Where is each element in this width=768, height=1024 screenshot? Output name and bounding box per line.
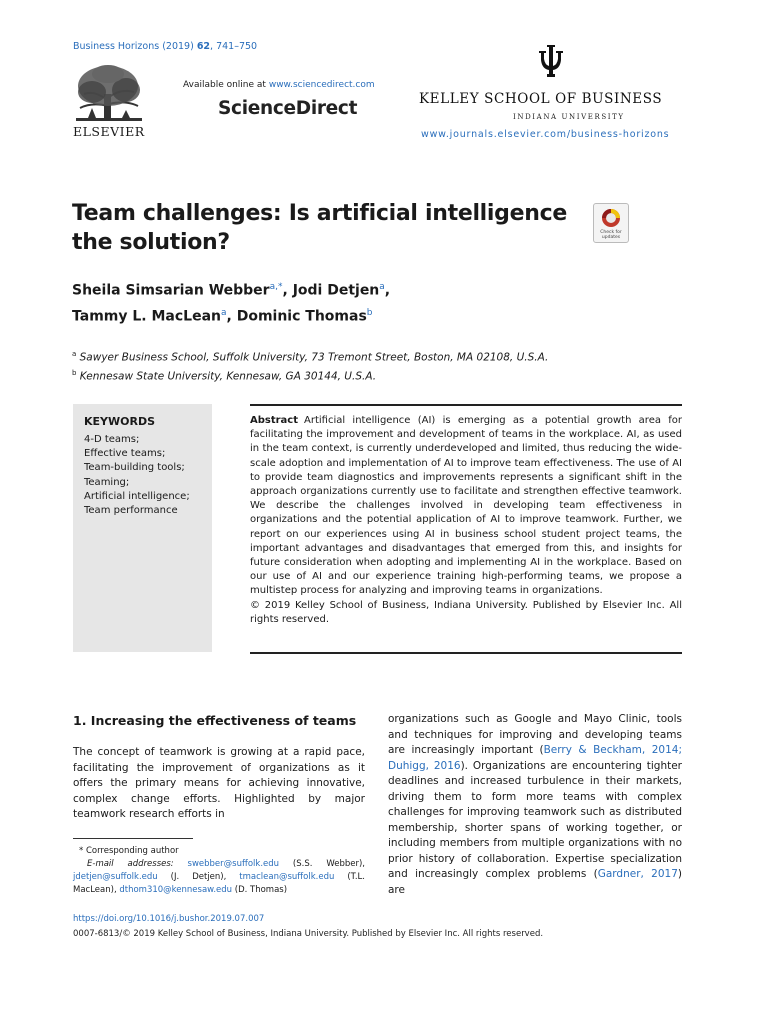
section-heading: 1. Increasing the effectiveness of teams xyxy=(73,713,357,728)
check-for-updates-button[interactable] xyxy=(593,203,629,243)
email-link[interactable]: jdetjen@suffolk.edu xyxy=(73,872,158,882)
author-separator: , xyxy=(282,282,293,299)
article-title xyxy=(72,199,582,257)
kelley-school-name: KELLEY SCHOOL OF BUSINESS xyxy=(419,91,663,107)
abstract-bottom-rule xyxy=(250,652,682,654)
journal-url-link[interactable]: www.journals.elsevier.com/business-horizons xyxy=(421,129,670,140)
keywords-list xyxy=(84,433,206,518)
email-owner: (J. Detjen), xyxy=(157,872,240,882)
title-line-2: the solution? xyxy=(72,230,230,255)
footnote-rule xyxy=(73,838,193,839)
body-column-left: The concept of teamwork is growing at a rapid pace, facilitating the improvement of organizations as it offers the primary means for achieving innovative, complex change efforts. Highlighted by major teamwork research efforts in xyxy=(73,746,365,820)
author-affil-mark[interactable]: b xyxy=(366,307,373,318)
author-name: Jodi Detjen xyxy=(292,282,380,299)
update-badge-icon xyxy=(594,204,628,232)
affiliation-mark: b xyxy=(72,368,77,377)
keyword-item: Team-building tools; xyxy=(84,462,185,474)
abstract-text: Artificial intelligence (AI) is emerging as a potential growth area for facilitating the improvement and development of teams in the workplace. AI, as used in the team context, is currently underdeveloped and limited, thus reducing the wide-scale adoption and implementation of AI to improve team effectiveness. The use of AI to provide team diagnostics and improvements represents a significant shift in the approach organizations currently use to facilitate and strengthen effective teamwork. We describe the challenges involved in developing team effectiveness in organizations and the potential application of AI to improve teamwork. Further, we report on our experiences using AI in business school student project teams, the important advantages and disadvantages that emerged from this, and insights for future consideration when adopting and implementing AI in the workplace. Based on our use of AI and our experience training high-performing teams, we propose a multistep process for analyzing and improving teams in organizations. xyxy=(250,415,682,597)
email-owner: (S.S. Webber), xyxy=(279,859,365,869)
issn-copyright: 0007-6813/© 2019 Kelley School of Business, Indiana University. Published by Elsevier Inc. All rights reserved. xyxy=(73,929,544,939)
affiliations xyxy=(72,347,548,384)
author-separator: , xyxy=(384,282,391,299)
body-text: organizations such as Google and Mayo Clinic, tools and techniques for improving and developing teams are increasingly important ( xyxy=(388,713,682,756)
keyword-item: Artificial intelligence; xyxy=(84,490,190,502)
abstract xyxy=(250,414,682,627)
available-online xyxy=(183,80,375,90)
keyword-item: Effective teams; xyxy=(84,448,166,460)
abstract-copyright: © 2019 Kelley School of Business, Indiana University. Published by Elsevier Inc. All rights reserved. xyxy=(250,599,682,625)
keyword-item: 4-D teams; xyxy=(84,434,140,445)
email-owner: (D. Thomas) xyxy=(232,885,288,895)
journal-volume: 62 xyxy=(196,41,211,52)
elsevier-wordmark: ELSEVIER xyxy=(73,124,145,139)
citation-link[interactable]: Gardner, 2017 xyxy=(597,868,678,880)
keywords-box xyxy=(73,404,212,652)
available-label: Available online at xyxy=(183,80,269,90)
email-label: E-mail addresses: xyxy=(87,859,188,869)
corresponding-author-note: * Corresponding author xyxy=(79,846,179,856)
title-line-1: Team challenges: Is artificial intelligence xyxy=(72,201,567,226)
abstract-label: Abstract xyxy=(250,415,299,426)
sciencedirect-wordmark: ScienceDirect xyxy=(218,98,358,119)
university-name: INDIANA UNIVERSITY xyxy=(513,113,625,121)
email-owner: (T.L. MacLean), xyxy=(73,872,365,895)
email-link[interactable]: dthom310@kennesaw.edu xyxy=(119,885,233,895)
author-affil-mark[interactable]: a xyxy=(379,282,385,292)
author-affil-mark[interactable]: a xyxy=(221,307,227,318)
author-name: Tammy L. MacLean xyxy=(72,308,221,325)
affiliation-mark: a xyxy=(72,350,77,358)
author-name: Dominic Thomas xyxy=(236,308,367,325)
abstract-top-rule xyxy=(250,404,682,406)
journal-name: Business Horizons (2019) xyxy=(73,41,197,52)
journal-pages: , 741–750 xyxy=(210,41,258,52)
body-text: ). Organizations are encountering tighter deadlines and increased turbulence in their markets, driving them to form more teams with complex challenges for improving teamwork such as distributed membership, shorter spans of working together, or including members from multiple organizations with no prior history of collaboration. Expertise specialization and increasingly complex problems ( xyxy=(388,759,682,880)
author-separator: , xyxy=(226,308,237,325)
keyword-item: Teaming; xyxy=(84,476,130,488)
author-affil-mark[interactable]: a,* xyxy=(269,282,283,292)
email-link[interactable]: swebber@suffolk.edu xyxy=(187,859,280,869)
affiliation-text: Kennesaw State University, Kennesaw, GA 30144, U.S.A. xyxy=(79,370,377,382)
body-text: ) are xyxy=(388,868,683,896)
footnotes xyxy=(73,845,365,897)
sciencedirect-link[interactable]: www.sciencedirect.com xyxy=(268,80,375,90)
author-name: Sheila Simsarian Webber xyxy=(72,282,270,299)
keywords-title: KEYWORDS xyxy=(84,415,156,428)
doi-link[interactable]: https://doi.org/10.1016/j.bushor.2019.07.007 xyxy=(73,914,265,924)
affiliation-item xyxy=(72,366,548,385)
author-list xyxy=(72,276,390,327)
email-link[interactable]: tmaclean@suffolk.edu xyxy=(239,872,335,882)
body-column-right xyxy=(388,712,682,898)
iu-trident-logo xyxy=(537,44,565,78)
email-addresses xyxy=(73,858,365,897)
badge-label: Check for updates xyxy=(600,230,622,240)
citation-link[interactable]: Berry & Beckham, 2014; Duhigg, 2016 xyxy=(388,744,682,772)
journal-reference[interactable] xyxy=(73,41,257,52)
affiliation-item xyxy=(72,347,548,366)
keyword-item: Team performance xyxy=(84,505,178,517)
affiliation-text: Sawyer Business School, Suffolk University, 73 Tremont Street, Boston, MA 02108, U.S.A. xyxy=(79,351,549,364)
